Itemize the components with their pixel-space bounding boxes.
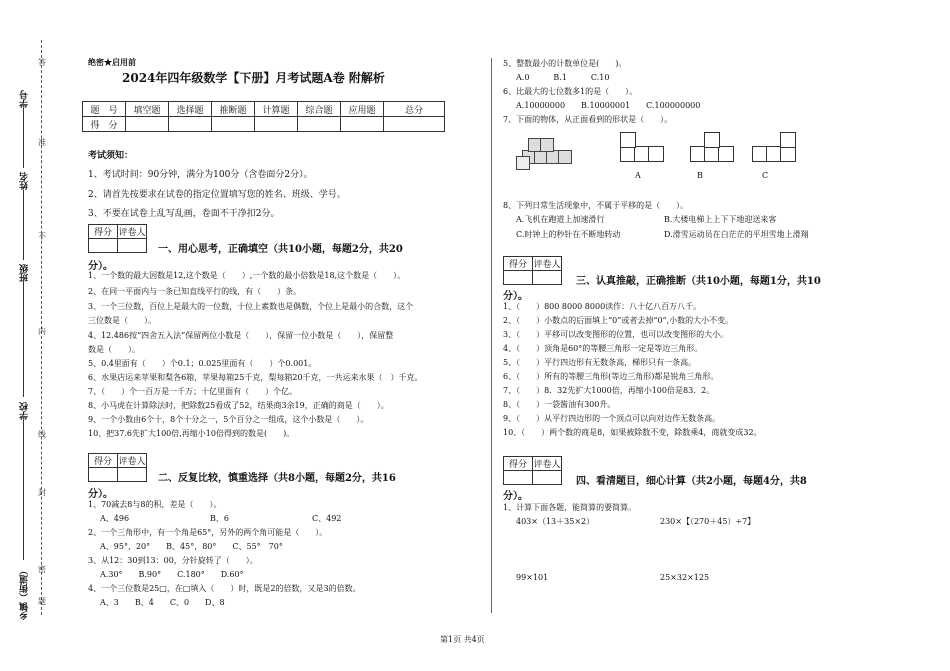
- scorebox-label: 得分: [504, 457, 533, 471]
- question: 7、（ ）8．32先扩大1000倍，再缩小100倍是83．2。: [503, 386, 715, 395]
- binding-char: 准: [38, 138, 46, 147]
- notice-item: 1、考试时间：90分钟，满分为100分（含卷面分2分）。: [88, 170, 313, 180]
- options: A、3 B、4 C、0 D、8: [100, 598, 225, 607]
- score-cell[interactable]: [384, 117, 445, 132]
- section-title: 四、看清题目，细心计算（共2小题，每题4分，共8: [576, 476, 807, 487]
- option-label: B: [697, 171, 703, 180]
- question: 7、（ ）个一百万是一千万；十亿里面有（ ）个亿。: [88, 387, 298, 396]
- school-field[interactable]: [23, 420, 24, 560]
- question: 9、一个小数由6个十，8个十分之一，5个百分之一组成，这个小数是（ ）。: [88, 415, 369, 424]
- page-title: 2024年四年级数学【下册】月考试题A卷 附解析: [122, 71, 385, 85]
- section-scorebox: [503, 456, 562, 485]
- class-label: 班级: [20, 264, 30, 282]
- question: 6、比最大的七位数多1的是（ ）。: [503, 87, 638, 96]
- option-c-figure: [752, 136, 802, 166]
- question: 5、整数最小的计数单位是( )。: [503, 59, 627, 68]
- score-cell[interactable]: [169, 117, 212, 132]
- section-scorebox: [88, 224, 147, 253]
- scorebox-cell[interactable]: [533, 271, 562, 285]
- options: A.10000000 B.10000001 C.100000000: [516, 101, 701, 110]
- scorebox-cell[interactable]: [118, 468, 147, 482]
- section-scorebox: [88, 453, 147, 482]
- score-header-cell: 应用题: [341, 102, 384, 117]
- question: 5、（ ）平行四边形有无数条高，梯形只有一条高。: [503, 358, 697, 367]
- option: B、6: [210, 514, 229, 523]
- school-label: 学校: [20, 402, 30, 420]
- question: 4、12.486按“四舍五入法”保留两位小数是（ ），保留一位小数是（ ），保留整: [88, 331, 394, 340]
- cube-figure: [516, 132, 596, 172]
- section-title-cont: 分）。: [88, 261, 113, 272]
- score-header-cell: 选择题: [169, 102, 212, 117]
- notice-title: 考试须知：: [88, 151, 134, 161]
- section-title: 二、反复比较，慎重选择（共8小题，每题2分，共16: [158, 473, 396, 484]
- score-cell[interactable]: [298, 117, 341, 132]
- score-header-cell: 总分: [384, 102, 445, 117]
- options: A、95°，20° B、45°，80° C、55° 70°: [100, 542, 283, 551]
- options: A.0 B.1 C.10: [516, 73, 610, 82]
- binding-char: 答: [38, 58, 46, 67]
- option: D.滑雪运动员在白茫茫的平坦雪地上滑翔: [664, 230, 809, 239]
- option: A、496: [100, 514, 130, 523]
- question: 8、（ ）一袋酱油有300升。: [503, 400, 616, 409]
- score-cell[interactable]: [341, 117, 384, 132]
- question: 2、一个三角形中，有一个角是65°，另外的两个角可能是（ ）。: [88, 528, 328, 537]
- question: 1、（ ）800 8000 8000读作：八十亿八百万八千。: [503, 302, 702, 311]
- option-label: A: [635, 171, 641, 180]
- section-title-cont: 分）。: [88, 489, 113, 500]
- score-cell[interactable]: [255, 117, 298, 132]
- binding-char: 密: [38, 565, 46, 574]
- binding-char: 线: [38, 430, 46, 439]
- question: 1、70减去8与8的积，差是（ ）。: [88, 500, 222, 509]
- question: 10、把37.6先扩大100倍,再缩小10倍得到的数是( )。: [88, 429, 295, 438]
- option: B.大楼电梯上上下下地迎送来客: [664, 215, 777, 224]
- question: 数是（ ）。: [88, 345, 140, 354]
- town-label: 乡镇（街道）: [20, 566, 30, 620]
- option: C、492: [312, 514, 342, 523]
- name-label: 姓名: [20, 172, 30, 190]
- scorebox-cell[interactable]: [533, 471, 562, 485]
- question: 三位数是（ ）。: [88, 316, 156, 325]
- scorebox-label: 评卷人: [533, 257, 562, 271]
- option: C.时钟上的秒针在不断地转动: [516, 230, 621, 239]
- notice-item: 2、请首先按要求在试卷的指定位置填写您的姓名、班级、学号。: [88, 190, 346, 200]
- expression: 99×101: [516, 573, 549, 582]
- score-header-cell: 综合题: [298, 102, 341, 117]
- score-cell[interactable]: [212, 117, 255, 132]
- option-label: C: [762, 171, 769, 180]
- secret-mark: 绝密★启用前: [88, 57, 136, 67]
- question: 3、一个三位数，百位上是最大的一位数，十位上素数也是偶数，个位上是最小的合数，这个: [88, 302, 414, 311]
- scorebox-cell[interactable]: [89, 468, 118, 482]
- binding-char: 不: [38, 232, 46, 241]
- scorebox-label: 得分: [89, 225, 118, 239]
- name-field[interactable]: [23, 190, 24, 260]
- question: 8、下列日常生活现象中，不属于平移的是（ ）。: [503, 201, 689, 210]
- scorebox-cell[interactable]: [504, 271, 533, 285]
- binding-char: 题: [38, 597, 46, 606]
- section-title: 三、认真推敲，正确推断（共10小题，每题1分，共10: [576, 276, 821, 287]
- question: 7、下面的物体，从正面看到的形状是（ ）。: [503, 115, 673, 124]
- question: 10、（ ）两个数的商是8，如果被除数不变，除数乘4，商就变成32。: [503, 428, 762, 437]
- section-title: 一、用心思考，正确填空（共10小题，每题2分，共20: [158, 244, 403, 255]
- expression: 25×32×125: [660, 573, 710, 582]
- question: 3、（ ）平移可以改变图形的位置，也可以改变图形的大小。: [503, 330, 729, 339]
- question: 5、0.4里面有（ ）个0.1；0.025里面有（ ）个0.001。: [88, 359, 317, 368]
- scorebox-cell[interactable]: [89, 239, 118, 253]
- score-header-cell: 计算题: [255, 102, 298, 117]
- score-header-cell: 推断题: [212, 102, 255, 117]
- section-title-cont: 分）。: [503, 491, 528, 502]
- option-b-figure: [690, 136, 740, 166]
- question: 3、从12：30到13：00，分针旋转了（ ）。: [88, 556, 258, 565]
- student-no-field[interactable]: [23, 108, 24, 168]
- notice-item: 3、不要在试卷上乱写乱画，卷面不干净扣2分。: [88, 209, 280, 219]
- question: 1、一个数的最大因数是12,这个数是（ ）,一个数的最小倍数是18,这个数是（ ）。: [88, 271, 406, 280]
- scorebox-label: 得分: [504, 257, 533, 271]
- score-row-label: 得 分: [83, 117, 126, 132]
- scorebox-label: 得分: [89, 454, 118, 468]
- scorebox-label: 评卷人: [533, 457, 562, 471]
- question: 1、计算下面各题，能简算的要简算。: [503, 503, 637, 512]
- question: 9、（ ）从平行四边形的一个顶点可以向对边作无数条高。: [503, 414, 721, 423]
- question: 6、（ ）所有的等腰三角形(等边三角形)都是锐角三角形。: [503, 372, 719, 381]
- binding-char: 封: [38, 488, 46, 497]
- expression: 230×【（270＋45）÷7】: [660, 517, 756, 526]
- question: 6、水果店运来苹果和梨各6箱，苹果每箱25千克，梨每箱20千克，一共运来水果（ ）千克。: [88, 373, 423, 382]
- student-no-label: 学号: [20, 90, 30, 108]
- section-scorebox: [503, 256, 562, 285]
- scorebox-label: 评卷人: [118, 454, 147, 468]
- scorebox-label: 评卷人: [118, 225, 147, 239]
- page-footer: 第1页 共4页: [440, 635, 485, 644]
- class-field[interactable]: [23, 282, 24, 397]
- binding-char: 内: [38, 327, 46, 336]
- question: 4、（ ）顶角是60°的等腰三角形一定是等边三角形。: [503, 344, 703, 353]
- question: 2、在同一平面内与一条已知直线平行的线，有（ ）条。: [88, 287, 302, 296]
- scorebox-cell[interactable]: [504, 471, 533, 485]
- option-a-figure: [620, 136, 670, 166]
- column-divider: [491, 58, 492, 613]
- section-title-cont: 分）。: [503, 291, 528, 302]
- question: 8、小马虎在计算除法时，把除数25看成了52，结果商3余19，正确的商是（ ）。: [88, 401, 389, 410]
- score-header-cell: 填空题: [126, 102, 169, 117]
- scorebox-cell[interactable]: [118, 239, 147, 253]
- question: 2、（ ）小数点的后面填上“0”或者去掉“0”,小数的大小不变。: [503, 316, 734, 325]
- question: 4、一个三位数是25□，在□填入（ ）时，既是2的倍数，又是3的倍数。: [88, 584, 361, 593]
- options: A.30° B.90° C.180° D.60°: [100, 570, 244, 579]
- score-table: [82, 101, 445, 132]
- score-header-cell: 题 号: [83, 102, 126, 117]
- option: A.飞机在跑道上加速滑行: [516, 215, 605, 224]
- expression: 403×（13＋35×2）: [516, 517, 595, 526]
- score-cell[interactable]: [126, 117, 169, 132]
